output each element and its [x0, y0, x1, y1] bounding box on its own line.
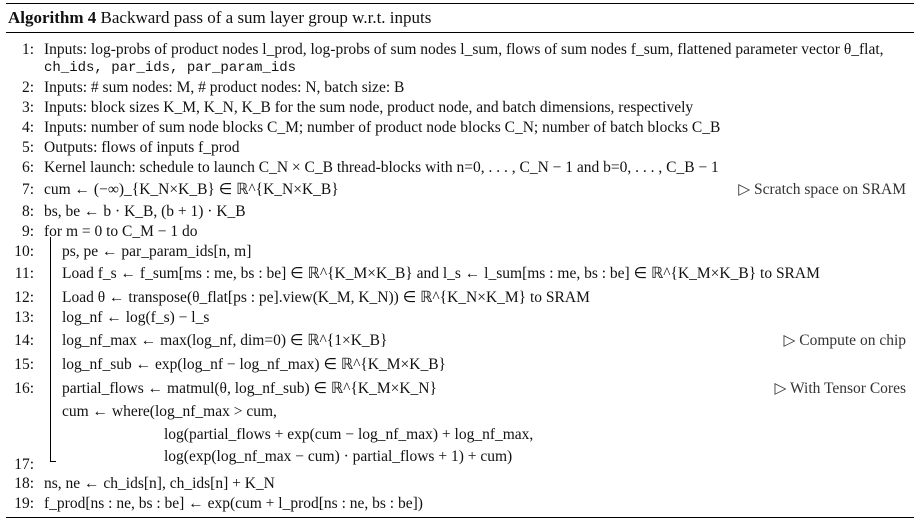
line-text: log(partial_flows + exp(cum − log_nf_max) + log_nf_max, — [164, 426, 534, 443]
line-text: Load f_s ← f_sum[ms : me, bs : be] ∈ ℝ^{K_M×K_B} and l_s ← l_sum[ms : me, bs : be] ∈ ℝ^{K_M×K_B} to SRAM — [62, 265, 820, 282]
line-text: log(exp(log_nf_max − cum) · partial_flows + 1) + cum) — [164, 448, 513, 465]
line-number: 7: — [21, 181, 34, 198]
line-number: 18: — [14, 475, 34, 492]
algorithm-line — [6, 137, 910, 159]
algorithm-line — [6, 330, 910, 352]
line-text: f_prod[ns : ne, bs : be] ← exp(cum + l_prod[ns : ne, bs : be]) — [44, 495, 423, 512]
algorithm-line — [6, 307, 910, 329]
algorithm-line — [6, 401, 910, 423]
line-text: ns, ne ← ch_ids[n], ch_ids[n] + K_N — [44, 475, 275, 492]
line-text: Inputs: # sum nodes: M, # product nodes: N, batch size: B — [44, 79, 405, 96]
line-text: Outputs: flows of inputs f_prod — [44, 139, 240, 156]
algorithm-line — [6, 201, 910, 223]
line-number: 9: — [21, 223, 34, 240]
line-text: bs, be ← b · K_B, (b + 1) · K_B — [44, 203, 246, 220]
line-text: Kernel launch: schedule to launch C_N × C_B thread-blocks with n=0, . . . , C_N − 1 and b=0, . . . , C_B − 1 — [44, 159, 719, 176]
line-comment: ▷ Compute on chip — [783, 332, 906, 349]
algorithm-line — [6, 263, 910, 285]
line-number: 14: — [14, 332, 34, 349]
line-number: 5: — [21, 139, 34, 156]
bottom-rule — [6, 517, 914, 518]
line-number: 6: — [21, 159, 34, 176]
algorithm-title-text: Backward pass of a sum layer group w.r.t. inputs — [100, 8, 432, 27]
line-text: for m = 0 to C_M − 1 do — [44, 223, 198, 240]
algorithm-line — [6, 493, 910, 515]
line-text: ps, pe ← par_param_ids[n, m] — [62, 243, 252, 260]
line-number: 15: — [14, 356, 34, 373]
line-text: Inputs: block sizes K_M, K_N, K_B for the sum node, product node, and batch dimensions, respectively — [44, 99, 694, 116]
line-number: 13: — [14, 309, 34, 326]
algorithm-line — [6, 241, 910, 263]
line-comment: ▷ Scratch space on SRAM — [738, 181, 906, 198]
line-number: 11: — [14, 265, 34, 282]
algorithm-title — [8, 8, 431, 28]
line-text: ch_ids, par_ids, par_param_ids — [44, 60, 297, 76]
line-text: log_nf ← log(f_s) − l_s — [62, 309, 210, 326]
algorithm-line — [6, 221, 910, 243]
title-rule — [6, 32, 914, 33]
algorithm-line — [6, 424, 910, 446]
line-text: log_nf_sub ← exp(log_nf − log_nf_max) ∈ ℝ^{K_M×K_B} — [62, 356, 446, 373]
algorithm-line — [6, 117, 910, 139]
algorithm-line — [6, 77, 910, 99]
algorithm-line — [6, 287, 910, 309]
line-text: Load θ ← transpose(θ_flat[ps : pe].view(K_M, K_N)) ∈ ℝ^{K_N×K_M} to SRAM — [62, 289, 590, 306]
line-number: 3: — [21, 99, 34, 116]
algorithm-line — [6, 354, 910, 376]
line-text: Inputs: number of sum node blocks C_M; number of product node blocks C_N; number of batch blocks C_B — [44, 119, 721, 136]
algorithm-line — [6, 157, 910, 179]
line-number: 12: — [14, 289, 34, 306]
line-number: 8: — [21, 203, 34, 220]
top-rule — [6, 3, 914, 4]
line-text: partial_flows ← matmul(θ, log_nf_sub) ∈ ℝ^{K_M×K_N} — [62, 380, 437, 397]
algorithm-line — [6, 57, 910, 79]
line-number: 19: — [14, 495, 34, 512]
line-text: cum ← where(log_nf_max > cum, — [62, 403, 277, 420]
line-number: 10: — [14, 243, 34, 260]
algorithm-line — [6, 473, 910, 495]
line-text: log_nf_max ← max(log_nf, dim=0) ∈ ℝ^{1×K_B} — [62, 332, 388, 349]
line-number: 17: — [14, 456, 34, 473]
algorithm-box — [6, 3, 914, 519]
line-comment: ▷ With Tensor Cores — [774, 380, 906, 397]
line-text: Inputs: log-probs of product nodes l_prod, log-probs of sum nodes l_sum, flows of sum nodes f_sum, flattened parameter vector θ_flat, — [44, 41, 884, 58]
line-number: 1: — [21, 41, 34, 58]
line-text: cum ← (−∞)_{K_N×K_B} ∈ ℝ^{K_N×K_B} — [44, 181, 339, 198]
algorithm-line — [6, 97, 910, 119]
algorithm-label: Algorithm 4 — [8, 8, 97, 27]
line-number: 4: — [21, 119, 34, 136]
algorithm-line — [6, 179, 910, 201]
algorithm-line — [6, 378, 910, 400]
line-number: 2: — [21, 79, 34, 96]
line-number: 16: — [14, 380, 34, 397]
